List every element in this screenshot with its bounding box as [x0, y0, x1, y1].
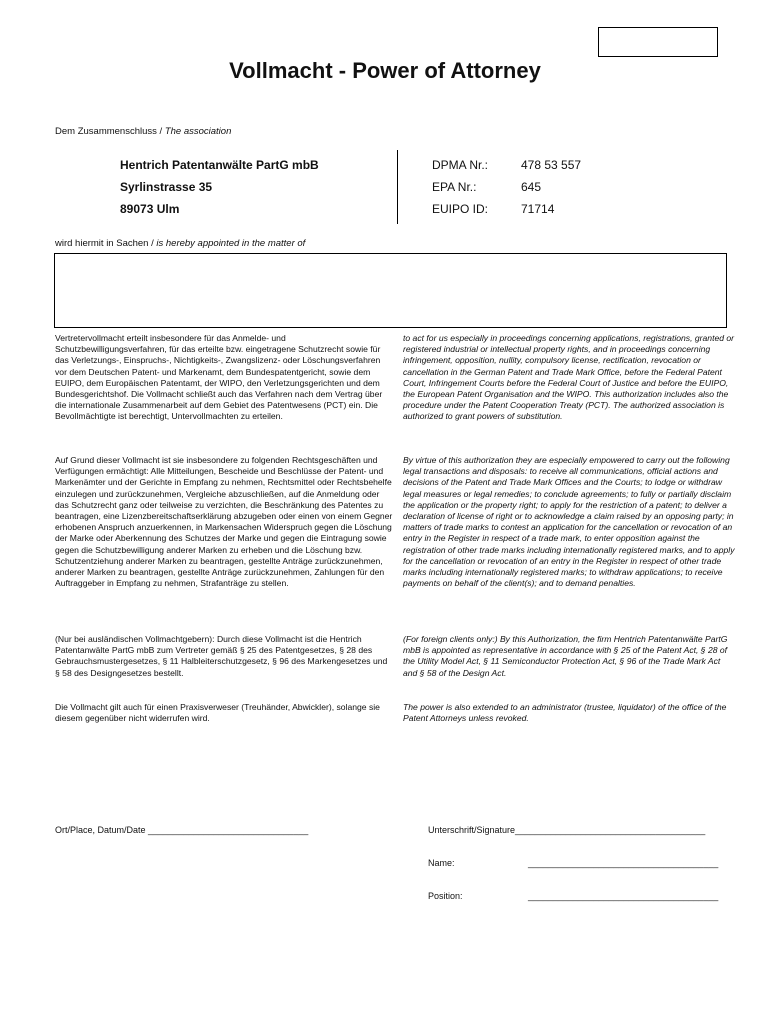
position-field[interactable]: ______________________________________: [528, 891, 719, 901]
paragraph-en: The power is also extended to an administrator (trustee, liquidator) of the office of the Patent Attorneys unless revoked.: [403, 702, 727, 724]
registration-label: DPMA Nr.:: [432, 158, 489, 172]
registration-label: EPA Nr.:: [432, 180, 477, 194]
registration-value: 478 53 557: [521, 158, 582, 172]
reference-box: [598, 27, 718, 57]
name-field[interactable]: ______________________________________: [528, 858, 719, 868]
paragraph-de: (Nur bei ausländischen Vollmachtgebern): Durch diese Vollmacht ist die Hentrich Patentanwälte PartG mbB zum Vertreter gemäß § 25 des Patentgesetzes, § 28 des Gebrauchsmustergesetzes, § 11 Halbleiterschutzgesetz, § 96 des Markengesetzes und § 58 des Designgesetzes bestellt.: [55, 634, 388, 678]
association-label: [55, 126, 231, 137]
matter-label-de: wird hiermit in Sachen /: [55, 238, 157, 249]
paragraph-de: Vertretervollmacht erteilt insbesondere für das Anmelde- und Schutzbewilligungsverfahren, für das erteilte bzw. eingetragene Schutzrecht sowie für das Verletzungs-, Einspruchs-, Nichtigkeits-, Zwangslizenz- oder Löschungsverfahren vor dem Deutschen Patent- und Markenamt, dem Bundespatentgericht, sowie dem EUIPO, dem Europäischen Patentamt, der WIPO, den Verletzungsgerichten und dem Bundesgerichtshof. Die Vollmacht schließt auch das Verfahren nach dem Vertrag über die internationale Zusammenarbeit auf dem Gebiet des Patentwesens (PCT) ein. Die Bevollmächtigte ist berechtigt, Untervollmachten zu erteilen.: [55, 333, 383, 422]
firm-name: Hentrich Patentanwälte PartG mbB: [120, 158, 319, 172]
document-title: Vollmacht - Power of Attorney: [229, 58, 541, 83]
place-date-field[interactable]: Ort/Place, Datum/Date ________________________________: [55, 825, 309, 835]
divider-line: [397, 150, 398, 224]
firm-street: Syrlinstrasse 35: [120, 180, 213, 194]
association-label-de: Dem Zusammenschluss /: [55, 126, 165, 137]
registration-label: EUIPO ID:: [432, 202, 489, 216]
paragraph-en: to act for us especially in proceedings concerning applications, registrations, granted or registered industrial or intellectual property rights, and in proceedings concerning infringement, opposition, nullity, compulsory license, rectification, revocation or cancellation in the German Patent and Trade Mark Office, before the Federal Patent Court, Infringement Courts before the Federal Court of Justice and before the EUIPO, the European Patent Organisation and the WIPO. This authorization includes also the procedure under the Patent Cooperation Treaty (PCT). The authorized association is authorized to grant powers of substitution.: [403, 333, 735, 422]
matter-input-box[interactable]: [54, 253, 727, 328]
paragraph-en: (For foreign clients only:) By this Authorization, the firm Hentrich Patentanwälte PartG mbB is appointed as representative in accordance with § 25 of the Patent Act, § 28 of the Utility Model Act, § 11 Semiconductor Protection Act, § 96 of the Trade Mark Act and § 58 of the Design Act.: [403, 634, 728, 678]
position-label: Position:: [428, 891, 463, 901]
paragraph-en: By virtue of this authorization they are especially empowered to carry out the following legal transactions and disposals: to receive all communications, official actions and decisions of the Patent and Trade Mark Offices and the Courts; to lodge or withdraw legal measures or legal remedies; to conclude agreements; to fully or partially disclaim the application or the property right; to apply for the restriction of a patent; to deliver a declaration of license of right or to acknowledge a claim raised by an opposing party; in matters of trade marks to contest an application for the cancellation or revocation of an entry in the Register in respect of a trade mark, to enter opposition against the registration of other trade marks including internationally registered marks, and to apply for the cancellation or revocation of an entry in the Register in respect of other trade marks including internationally registered marks; to withdraw applications; to receive payments on behalf of the client(s); and to demand penalties.: [403, 455, 735, 589]
registration-value: 645: [521, 180, 542, 194]
association-label-en: The association: [164, 126, 232, 137]
name-label: Name:: [428, 858, 455, 868]
paragraph-de: Die Vollmacht gilt auch für einen Praxisverweser (Treuhänder, Abwickler), solange sie diesem gegenüber nicht widerrufen wird.: [55, 702, 380, 724]
firm-city: 89073 Ulm: [120, 202, 180, 216]
matter-label-en: is hereby appointed in the matter of: [156, 238, 306, 249]
paragraph-de: Auf Grund dieser Vollmacht ist sie insbesondere zu folgenden Rechtsgeschäften und Verfügungen ermächtigt: Alle Mitteilungen, Bescheide und Beschlüsse der Patent- und Markenämter und der Gerichte in Empfang zu nehmen, Rechtsmittel oder Rechtsbehelfe einzulegen und zurückzunehmen, Vergleiche abzuschließen, auf die Anmeldung oder das Schutzrecht ganz oder teilweise zu verzichten, die Beschränkung des Patentes zu beantragen, eine Lizenzbereitschaftserklärung abzugeben oder einen von einem Gegner erhobenen Anspruch anzuerkennen, in Markensachen Widerspruch gegen die Löschung der Marke oder Aberkennung des Schutzes der Marke und gegen die Eintragung sowie gegen die Schutzbewilligung anderer Marken zu erheben und die Löschung bzw. Schutzentziehung anderer Marken zu beantragen, gestellte Anträge zurückzunehmen, anderer Marken zu beantragen, gestellte Anträge zurückzunehmen, Zahlungen für den Auftraggeber in Empfang zu nehmen, Strafanträge zu stellen.: [55, 455, 393, 589]
matter-label: [55, 238, 305, 249]
registration-value: 71714: [521, 202, 555, 216]
signature-field[interactable]: Unterschrift/Signature______________________________________: [428, 825, 706, 835]
